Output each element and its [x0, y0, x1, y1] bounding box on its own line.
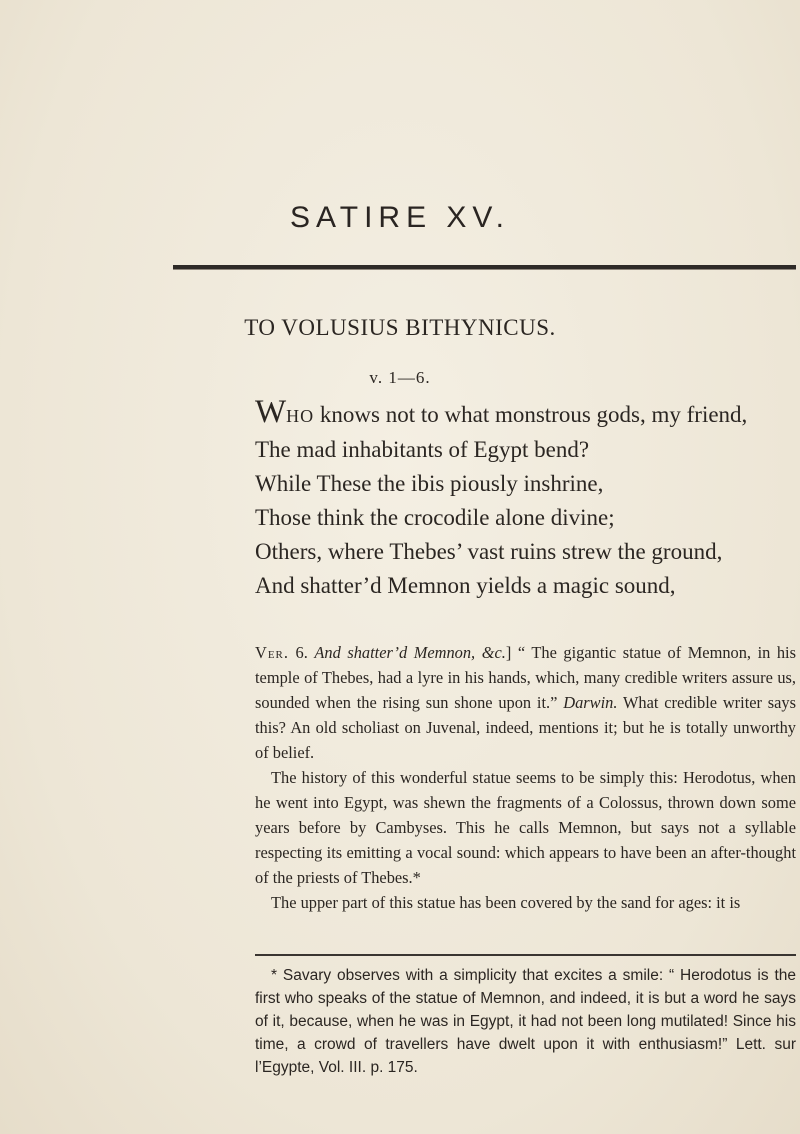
- footnote-rule: [255, 954, 796, 956]
- commentary-notes: [255, 640, 796, 915]
- poem-line-6: And shatter’d Memnon yields a magic sound,: [255, 573, 676, 598]
- note-author: Darwin.: [563, 693, 618, 712]
- poem-line-3: While These the ibis piously inshrine,: [255, 471, 604, 496]
- first-word-rest: HO: [286, 406, 315, 426]
- dedication-heading: TO VOLUSIUS BITHYNICUS.: [244, 315, 556, 340]
- title-rule: [173, 265, 796, 270]
- poem-line-5: Others, where Thebes’ vast ruins strew the ground,: [255, 539, 723, 564]
- note-quote: “ The gigantic statue of Memnon, in his temple of Thebes, had a lyre in his hands, which, many credible writers assure us, sounded when the rising sun shone upon it.”: [255, 643, 796, 712]
- note-paragraph-1: [255, 640, 796, 765]
- note-lemma: And shatter’d Memnon, &c.: [314, 643, 506, 662]
- poem-line-4: Those think the crocodile alone divine;: [255, 505, 615, 530]
- poem-line-1: [255, 394, 795, 433]
- drop-cap: W: [255, 394, 287, 430]
- note-verse-label: Ver.: [255, 643, 289, 662]
- note-bracket: ]: [505, 643, 518, 662]
- note-text-continued: What credible writer says this? An old scholiast on Juvenal, indeed, mentions it; but he is totally unworthy of belief.: [255, 693, 797, 762]
- footnote: * Savary observes with a simplicity that excites a smile: “ Herodotus is the first who speaks of the statue of Memnon, and indeed, it is but a word he says of it, because, when he was in Egypt, it had not been long mutilated! Since his time, a crowd of travellers have dwelt upon it with enthusiasm!” Lett. sur l’Egypte, Vol. III. p. 175.: [255, 967, 796, 1076]
- verse-range: v. 1—6.: [369, 368, 431, 387]
- first-line-rest: knows not to what monstrous gods, my friend,: [314, 402, 748, 427]
- satire-title: SATIRE XV.: [289, 201, 511, 234]
- note-paragraph-3: The upper part of this statue has been covered by the sand for ages: it is: [271, 893, 741, 912]
- note-verse-number: 6.: [289, 643, 315, 662]
- poem-block: [255, 394, 795, 603]
- poem-line-2: The mad inhabitants of Egypt bend?: [255, 437, 590, 462]
- note-paragraph-2: The history of this wonderful statue seems to be simply this: Herodotus, when he went into Egypt, was shewn the fragments of a Colossus, thrown down some years before by Cambyses. This he calls Memnon, but says not a syllable respecting its emitting a vocal sound: which appears to have been an after-thought of the priests of Thebes.*: [255, 768, 796, 887]
